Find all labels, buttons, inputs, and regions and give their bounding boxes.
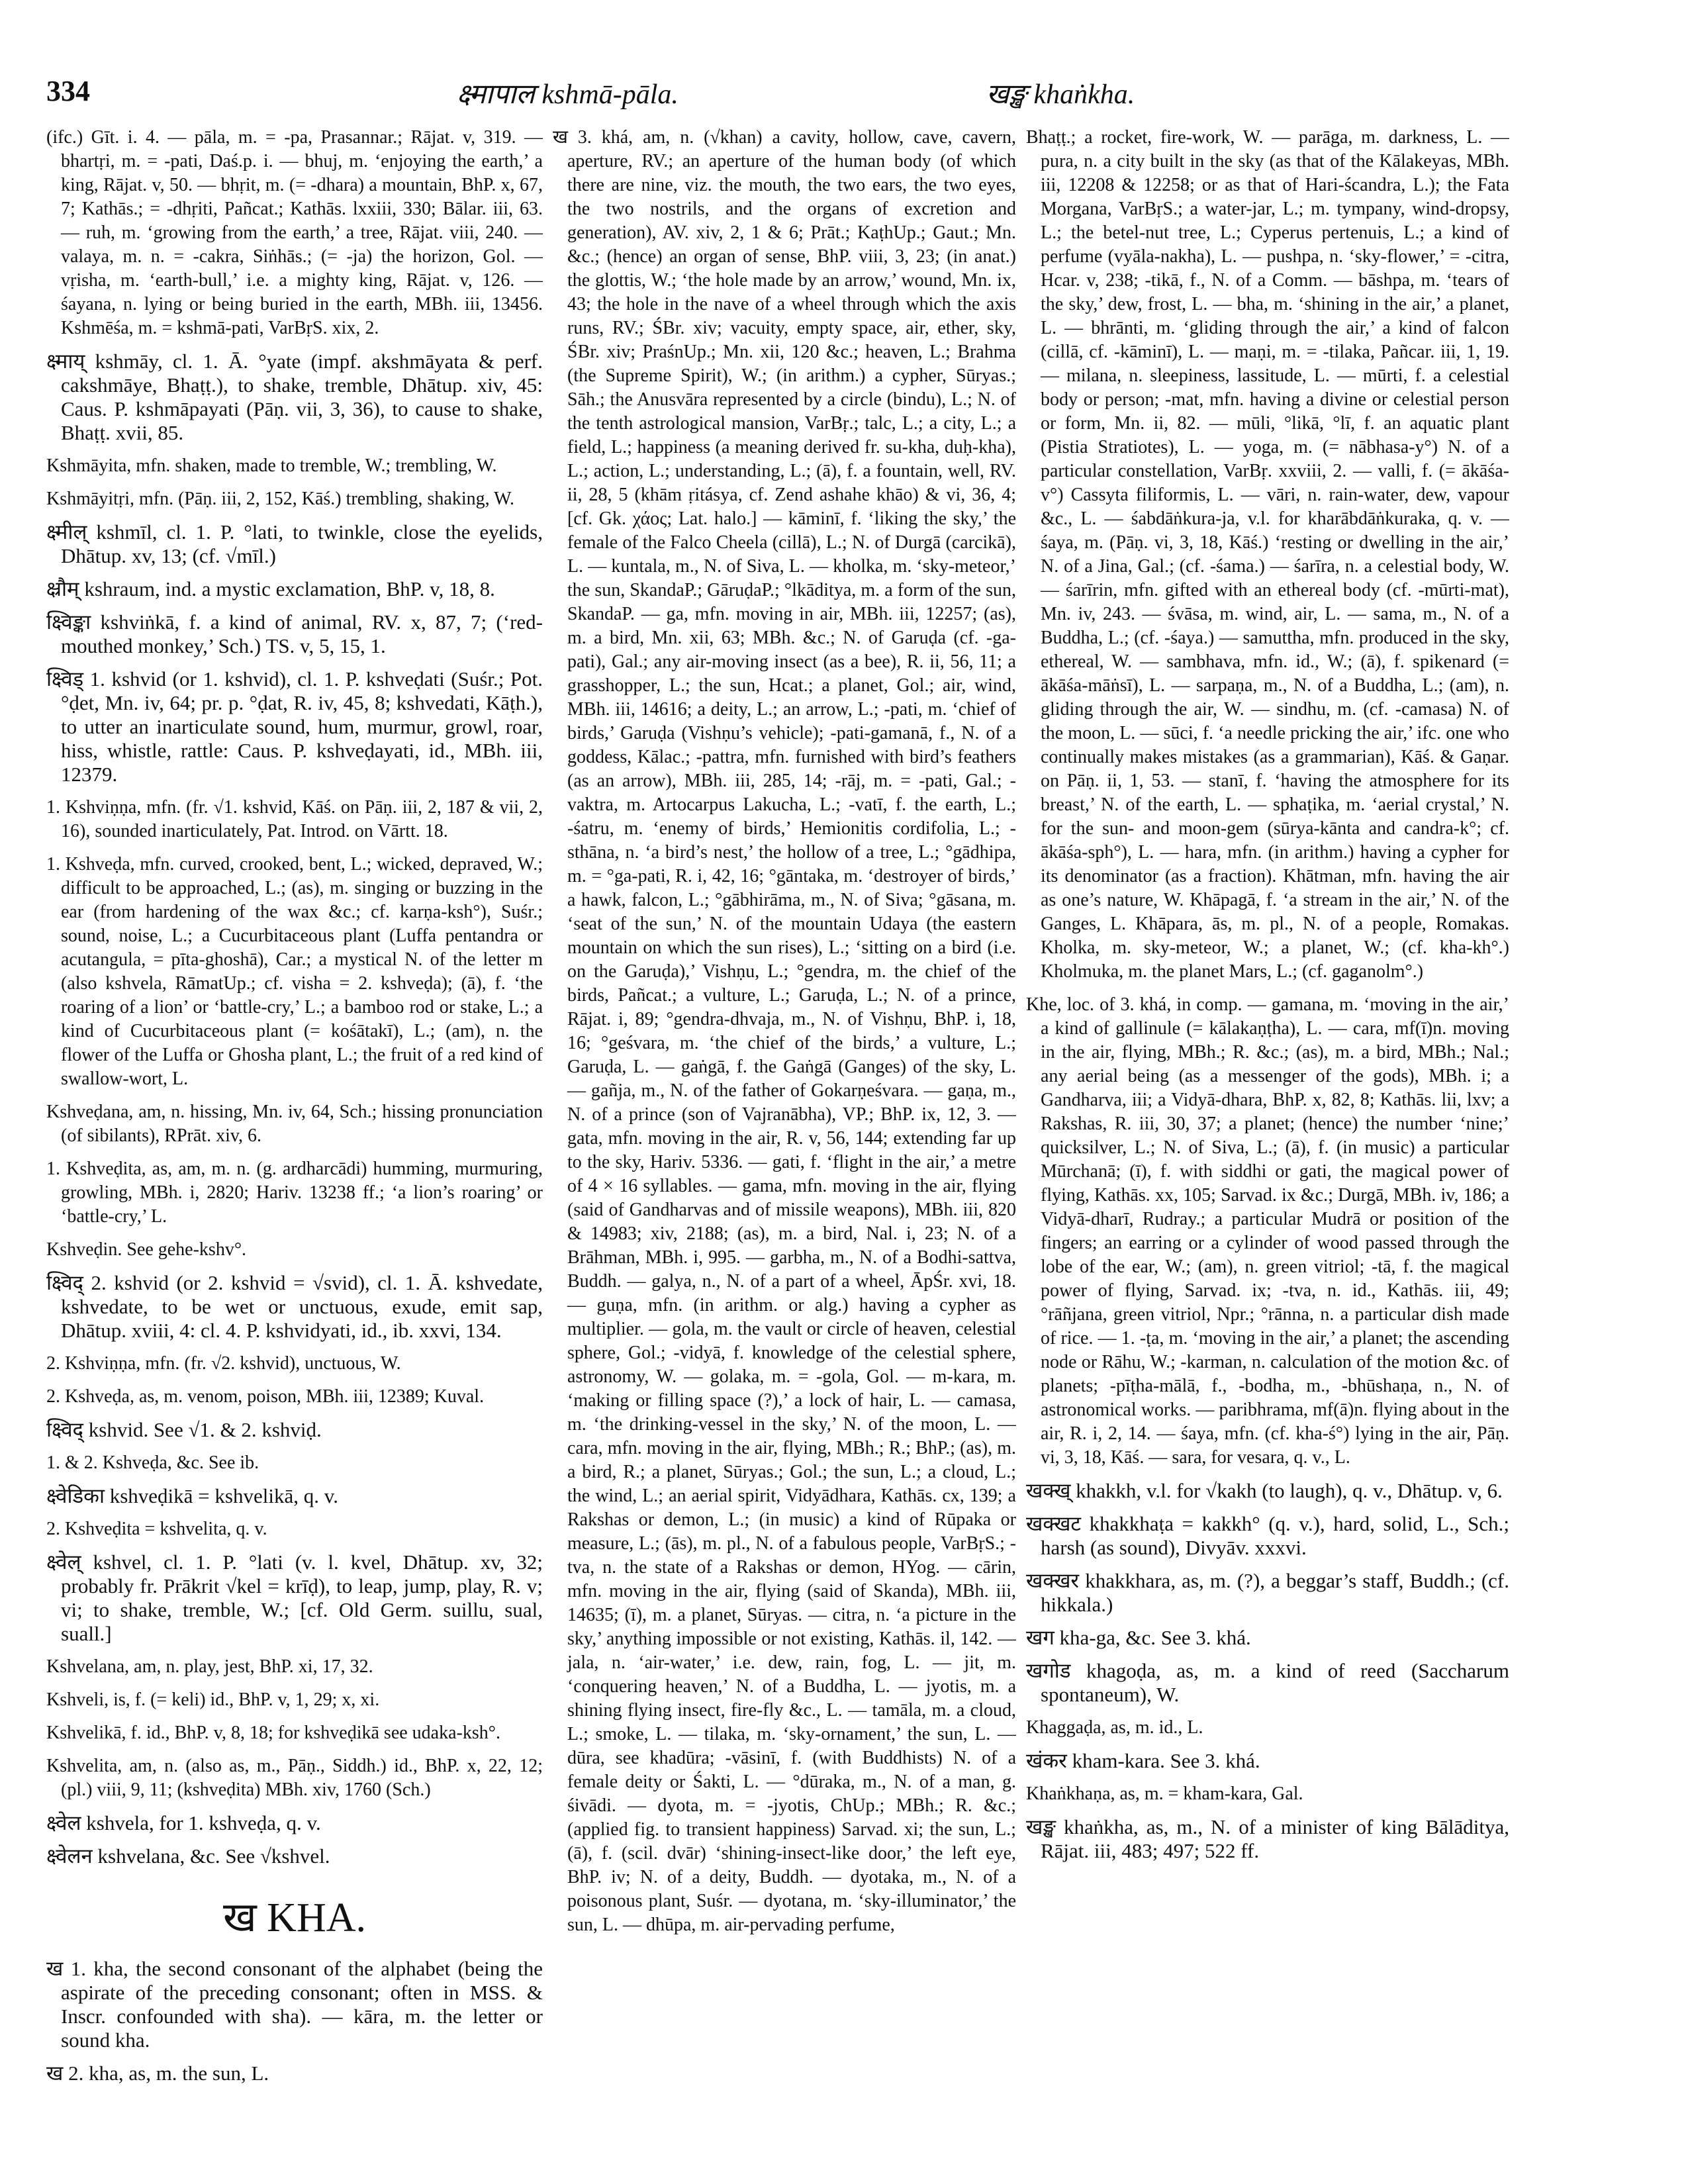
column-3 xyxy=(1026,126,1509,2145)
entry: खक्खट khakkhaṭa = kakkh° (q. v.), hard, solid, L., Sch.; harsh (as sound), Divyāv. xxxvi. xyxy=(1026,1512,1509,1559)
entry: 2. Kshveḍita = kshvelita, q. v. xyxy=(46,1519,267,1539)
entry: खगोड khagoḍa, as, m. a kind of reed (Saccharum spontaneum), W. xyxy=(1026,1659,1509,1706)
entry: Khe, loc. of 3. khá, in comp. — gamana, m. ‘moving in the air,’ a kind of gallinule (= kālakaṇṭha), L. — cara, mf(ī)n. moving in the air, flying, MBh.; R. &c.; (as), m. a bird, MBh.; Nal.; any aerial being (as a messenger of the gods), MBh. i; a Gandharva, iii; a Vidyā-dhara, BhP. x, 82, 8; Kathās. lii, lxv; a Rakshas, R. iii, 30, 37; a planet; (hence) the number ‘nine;’ quicksilver, L.; N. of Siva, L.; (ā), f. (in music) a particular Mūrchanā; (ī), f. with siddhi or gati, the magical power of flying, Kathās. xx, 105; Sarvad. ix &c.; Durgā, MBh. iv, 186; a Vidyā-dharī, Rudray.; a particular Mudrā or position of the fingers; an earring or a cylinder of wood passed through the lobe of the ear, W.; (am), n. green vitriol; -tā, f. the magical power of flying, Sarvad. ix; -tva, n. id., Kathās. iii, 49; °rāñjana, green vitriol, Npr.; °rānna, n. a particular dish made of rice. — 1. -ṭa, m. ‘moving in the air,’ a planet; the ascending node or Rāhu, W.; -karman, n. calculation of the motion &c. of planets; -pīṭha-mālā, f., -bodha, m., -bhūshaṇa, n., N. of astronomical works. — paribhrama, mf(ā)n. flying about in the air, R. i, 2, 14. — śaya, mfn. (cf. kha-ś°) lying in the air, Pāṇ. vi, 3, 18, Kāś. — sara, for vesara, q. v., L. xyxy=(1026,994,1509,1468)
entry: Khaggaḍa, as, m. id., L. xyxy=(1026,1717,1203,1738)
left-running-head: क्ष्मापाल kshmā-pāla. xyxy=(457,79,679,110)
entry: ख 1. kha, the second consonant of the alphabet (being the aspirate of the preceding consonant; often in MSS. & Inscr. confounded with sha). — kāra, m. the letter or sound kha. xyxy=(46,1957,543,2052)
entry: खंकर kham-kara. See 3. khá. xyxy=(1026,1749,1260,1772)
entry: 1. Kshviṇṇa, mfn. (fr. √1. kshvid, Kāś. on Pāṇ. iii, 2, 187 & vii, 2, 16), sounded inarticulately, Pat. Introd. on Vārtt. 18. xyxy=(46,797,543,841)
entry: क्ष्वेलन kshvelana, &c. See √kshvel. xyxy=(46,1844,330,1868)
entry: खग kha-ga, &c. See 3. khá. xyxy=(1026,1626,1251,1649)
entry: खङ्ख khaṅkha, as, m., N. of a minister of king Bālāditya, Rājat. iii, 483; 497; 522 ff. xyxy=(1026,1815,1509,1862)
entry: क्ष्विद् 2. kshvid (or 2. kshvid = √svid), cl. 1. Ā. kshvedate, kshvedate, to be wet or unctuous, exude, emit sap, Dhātup. xviii, 4: cl. 4. P. kshvidyati, id., ib. xxvi, 134. xyxy=(46,1271,543,1342)
entry: क्ष्वेल् kshvel, cl. 1. P. °lati (v. l. kvel, Dhātup. xv, 32; probably fr. Prākrit √kel = krīḍ), to leap, jump, play, R. v; vi; to shake, tremble, W.; [cf. Old Germ. suillu, sual, suall.] xyxy=(46,1550,543,1645)
entry: क्ष्मील् kshmīl, cl. 1. P. °lati, to twinkle, close the eyelids, Dhātup. xv, 13; (cf. √mīl.) xyxy=(46,520,543,567)
entry: Kshveḍin. See gehe-kshv°. xyxy=(46,1239,247,1260)
entry: क्ष्माय् kshmāy, cl. 1. Ā. °yate (impf. akshmāyata & perf. cakshmāye, Bhaṭṭ.), to shake, tremble, Dhātup. xiv, 45: Caus. P. kshmāpayati (Pāṇ. vii, 3, 36), to cause to shake, Bhaṭṭ. xvii, 85. xyxy=(46,350,543,444)
entry: खक्ख् khakkh, v.l. for √kakh (to laugh), q. v., Dhātup. v, 6. xyxy=(1026,1479,1503,1502)
column-2 xyxy=(553,126,1016,2145)
page-header xyxy=(46,74,1628,120)
entry: क्ष्विद् kshvid. See √1. & 2. kshviḍ. xyxy=(46,1418,322,1441)
section-heading: ख KHA. xyxy=(222,1895,367,1940)
entry: (ifc.) Gīt. i. 4. — pāla, m. = -pa, Prasannar.; Rājat. v, 319. — bhartṛi, m. = -pati, Daś.p. i. — bhuj, m. ‘enjoying the earth,’ a king, Rājat. v, 50. — bhṛit, m. (= -dhara) a mountain, BhP. x, 67, 7; Kathās.; = -dhṛiti, Pañcat.; Kathās. lxxiii, 330; Bālar. iii, 63. — ruh, m. ‘growing from the earth,’ a tree, Rājat. viii, 240. — valaya, m. n. = -cakra, Siṅhās.; (= -ja) the horizon, Gol. — vṛisha, m. ‘earth-bull,’ i.e. a mighty king, Rājat. v, 126. — śayana, n. lying or being buried in the earth, MBh. iii, 13456. Kshmēśa, m. = kshmā-pati, VarBṛS. xix, 2. xyxy=(46,127,543,338)
page-number: 334 xyxy=(46,75,90,107)
entry: 1. Kshveḍita, as, am, m. n. (g. ardharcādi) humming, murmuring, growling, MBh. i, 2820; Hariv. 13238 ff.; ‘a lion’s roaring’ or ‘battle-cry,’ L. xyxy=(46,1159,543,1227)
entry: Kshveli, is, f. (= keli) id., BhP. v, 1, 29; x, xi. xyxy=(46,1689,380,1710)
entry: क्ष्विड् 1. kshvid (or 1. kshvid), cl. 1. P. kshveḍati (Suśr.; Pot. °ḍet, Mn. iv, 64; pr. p. °ḍat, R. iv, 45, 8; kshvedati, Kāṭh.), to utter an inarticulate sound, hum, murmur, growl, roar, hiss, whistle, rattle: Caus. P. kshveḍayati, id., MBh. iii, 12379. xyxy=(46,667,543,786)
entry: 1. Kshveḍa, mfn. curved, crooked, bent, L.; wicked, depraved, W.; difficult to be approached, L.; (as), m. singing or buzzing in the ear (from hardening of the wax &c.; cf. karṇa-ksh°), Suśr.; sound, noise, L.; a Cucurbitaceous plant (Luffa pentandra or acutangula, = pīta-ghoshā), Car.; a mystical N. of the letter m (also kshvela, RāmatUp.; cf. visha = 2. kshveḍa); (ā), f. ‘the roaring of a lion’ or ‘battle-cry,’ L.; a bamboo rod or stake, L.; a kind of Cucurbitaceous plant (= kośātakī), L.; (am), n. the flower of the Luffa or Ghosha plant, L.; the fruit of a red kind of swallow-wort, L. xyxy=(46,854,543,1089)
entry: Kshvelikā, f. id., BhP. v, 8, 18; for kshveḍikā see udaka-ksh°. xyxy=(46,1723,500,1743)
entry: 1. & 2. Kshveḍa, &c. See ib. xyxy=(46,1452,259,1473)
entry: Kshvelita, am, n. (also as, m., Pāṇ., Siddh.) id., BhP. x, 22, 12; (pl.) viii, 9, 11; (kshveḍita) MBh. xiv, 1760 (Sch.) xyxy=(46,1756,543,1800)
entry: खक्खर khakkhara, as, m. (?), a beggar’s staff, Buddh.; (cf. hikkala.) xyxy=(1026,1569,1509,1616)
entry: Kshvelana, am, n. play, jest, BhP. xi, 17, 32. xyxy=(46,1656,373,1677)
column-1 xyxy=(46,126,543,2145)
right-running-head: खङ्ख khaṅkha. xyxy=(986,79,1135,110)
entry: Bhaṭṭ.; a rocket, fire-work, W. — parāga, m. darkness, L. — pura, n. a city built in the sky (as that of the Kālakeyas, MBh. iii, 12208 & 12258; or as that of Hari-ścandra, L.); the Fata Morgana, VarBṛS.; a water-jar, L.; m. tympany, wind-dropsy, L.; the betel-nut tree, L.; Cyperus pertenuis, L.; a kind of perfume (vyāla-nakha), L. — pushpa, n. ‘sky-flower,’ = -citra, Hcar. v, 238; -tikā, f., N. of a Comm. — bāshpa, m. ‘tears of the sky,’ dew, frost, L. — bha, m. ‘shining in the air,’ a planet, L. — bhrānti, m. ‘gliding through the air,’ a kind of falcon (cillā, cf. -kāminī), L. — maṇi, m. = -tilaka, Pañcar. iii, 1, 19. — milana, n. sleepiness, lassitude, L. — mūrti, f. a celestial body or person; -mat, mfn. having a divine or celestial person or form, Mn. ii, 82. — mūli, °likā, °lī, f. an aquatic plant (Pistia Stratiotes), L. — yoga, m. (= nābhasa-y°) N. of a particular constellation, VarBṛ. xxviii, 2. — valli, f. (= ākāśa-v°) Cassyta filiformis, L. — vāri, n. rain-water, dew, vapour &c., L. — śabdāṅkura-ja, v.l. for kharābdāṅkuraka, q. v. — śaya, m. (Pāṇ. vi, 3, 18, Kāś.) ‘resting or dwelling in the air,’ N. of a Jina, Gal.; (cf. -śama.) — śarīra, n. a celestial body, W. — śarīrin, mfn. gifted with an ethereal body (cf. -mūrti-mat), Mn. iv, 243. — śvāsa, m. wind, air, L. — sama, m., N. of a Buddha, L.; (cf. -śaya.) — samuttha, mfn. produced in the sky, ethereal, W. — sambhava, mfn. id., W.; (ā), f. spikenard (= ākāśa-māṅsī), L. — sarpaṇa, m., N. of a Buddha, L.; (am), n. gliding through the air, W. — sindhu, m. (cf. -camasa) N. of the moon, L. — sūci, f. ‘a needle pricking the air,’ ifc. one who continually makes mistakes (as a grammarian), Kāś. & Gaṇar. on Pāṇ. ii, 1, 53. — stanī, f. ‘having the atmosphere for its breast,’ N. of the earth, L. — sphaṭika, m. ‘aerial crystal,’ N. for the sun- and moon-gem (sūrya-kānta and candra-k°; cf. ākāśa-sph°), L. — hara, mfn. (in arithm.) having a cypher for its denominator (as a fraction). Khātman, mfn. having the air as one’s nature, W. Khāpagā, f. ‘a stream in the air,’ N. of the Ganges, L. Khāpara, ās, m. pl., N. of a people, Romakas. Kholka, m. sky-meteor, W.; a planet, W.; (cf. kha-kh°.) Kholmuka, m. the planet Mars, L.; (cf. gaganolm°.) xyxy=(1026,127,1509,982)
entry: Khaṅkhaṇa, as, m. = kham-kara, Gal. xyxy=(1026,1783,1303,1804)
entry: क्ष्वेडिका kshveḍikā = kshvelikā, q. v. xyxy=(46,1484,338,1507)
entry: ख 2. kha, as, m. the sun, L. xyxy=(46,2062,269,2085)
entry: Kshveḍana, am, n. hissing, Mn. iv, 64, Sch.; hissing pronunciation (of sibilants), RPrāt. xiv, 6. xyxy=(46,1102,543,1146)
entry: Kshmāyita, mfn. shaken, made to tremble, W.; trembling, W. xyxy=(46,455,497,476)
entry: क्ष्विङ्का kshviṅkā, f. a kind of animal, RV. x, 87, 7; (‘red-mouthed monkey,’ Sch.) TS. v, 5, 15, 1. xyxy=(46,610,543,657)
entry: Kshmāyitṛi, mfn. (Pāṇ. iii, 2, 152, Kāś.) trembling, shaking, W. xyxy=(46,489,514,509)
entry: ख 3. khá, am, n. (√khan) a cavity, hollow, cave, cavern, aperture, RV.; an aperture of the human body (of which there are nine, viz. the mouth, the two ears, the two eyes, the two nostrils, and the organs of excretion and generation), AV. xiv, 2, 1 & 6; Prāt.; KaṭhUp.; Gaut.; Mn. &c.; (hence) an organ of sense, BhP. viii, 3, 23; (in anat.) the glottis, W.; ‘the hole made by an arrow,’ wound, Mn. ix, 43; the hole in the nave of a wheel through which the axis runs, RV.; ŚBr. xiv; vacuity, empty space, air, ether, sky, ŚBr. xiv; PraśnUp.; Mn. xii, 120 &c.; heaven, L.; Brahma (the Supreme Spirit), W.; (in arithm.) a cypher, Sūryas.; Sāh.; the Anusvāra represented by a circle (bindu), L.; N. of the tenth astrological mansion, VarBṛ.; talc, L.; a city, L.; a field, L.; happiness (a meaning derived fr. su-kha, duḥ-kha), L.; action, L.; understanding, L.; (ā), f. a fountain, well, RV. ii, 28, 5 (khām ṛitásya, cf. Zend ashahe khāo) & vi, 36, 4; [cf. Gk. χάος; Lat. halo.] — kāminī, f. ‘liking the sky,’ the female of the Falco Cheela (cillā), L.; N. of Durgā (carcikā), L. — kuntala, m., N. of Siva, L. — kholka, m. ‘sky-meteor,’ the sun, SkandaP.; GāruḍaP.; °lkāditya, m. a form of the sun, SkandaP. — ga, mfn. moving in air, MBh. iii, 12257; (as), m. a bird, Mn. xii, 63; MBh. &c.; N. of Garuḍa (cf. -ga-pati), Gal.; any air-moving insect (as a bee), R. ii, 56, 11; a grasshopper, L.; the sun, Hcat.; a planet, Gol.; air, wind, MBh. iii, 14616; a deity, L.; an arrow, L.; -pati, m. ‘chief of birds,’ Garuḍa (Vishṇu’s vehicle); -pati-gamanā, f., N. of a goddess, Kālac.; -pattra, mfn. furnished with bird’s feathers (as an arrow), MBh. iii, 285, 14; -rāj, m. = -pati, Gal.; -vaktra, m. Artocarpus Lakucha, L.; -vatī, f. the earth, L.; -śatru, m. ‘enemy of birds,’ Hemionitis cordifolia, L.; -sthāna, n. ‘a bird’s nest,’ the hollow of a tree, L.; °gādhipa, m. = °ga-pati, R. i, 42, 16; °gāntaka, m. ‘destroyer of birds,’ a hawk, falcon, L.; °gābhirāma, m., N. of Siva; °gāsana, m. ‘seat of the sun,’ N. of the mountain Udaya (the eastern mountain on which the sun rises), L.; ‘sitting on a bird (i.e. on the Garuḍa),’ Vishṇu, L.; °gendra, m. the chief of the birds, Pañcat.; a vulture, L.; Garuḍa, L.; N. of a prince, Rājat. i, 89; °gendra-dhvaja, m., N. of Vishṇu, BhP. i, 18, 16; °geśvara, m. ‘the chief of the birds,’ a vulture, L.; Garuḍa, L. — gaṅgā, f. the Gaṅgā (Ganges) of the sky, L. — gañja, m., N. of the father of Gokarṇeśvara. — gaṇa, m., N. of a prince (son of Vajranābha), VP.; BhP. ix, 12, 3. — gata, mfn. moving in the air, R. v, 56, 144; extending far up to the sky, Hariv. 5336. — gati, f. ‘flight in the air,’ a metre of 4 × 16 syllables. — gama, mfn. moving in the air, flying (said of Gandharvas and of missile weapons), MBh. iii, 820 & 14983; xiv, 2188; (as), m. a bird, Nal. i, 23; N. of a Brāhman, MBh. i, 995. — garbha, m., N. of a Bodhi-sattva, Buddh. — galya, n., N. of a part of a wheel, ĀpŚr. xvi, 18. — guṇa, mfn. (in arithm. or alg.) having a cypher as multiplier. — gola, m. the vault or circle of heaven, celestial sphere, Gol.; -vidyā, f. knowledge of the celestial sphere, astronomy, W. — golaka, m. = -gola, Gol. — m-kara, m. ‘making or filling space (?),’ a lock of hair, L. — camasa, m. ‘the drinking-vessel in the sky,’ N. of the moon, L. — cara, mfn. moving in the air, flying, MBh.; R.; BhP.; (as), m. a bird, R.; a planet, Sūryas.; Gol.; the sun, L.; a cloud, L.; the wind, L.; an aerial spirit, Vidyādhara, Kathās. cx, 139; a Rakshas or demon, L.; (in music) a kind of Rūpaka or measure, L.; (ās), m. pl., N. of a fabulous people, VarBṛS.; -tva, n. the state of a Rakshas or demon, HYog. — cārin, mfn. moving in the air, flying (said of Skanda), MBh. iii, 14635; (ī), m. a planet, Sūryas. — citra, n. ‘a picture in the sky,’ anything impossible or not existing, Kathās. il, 142. — jala, n. ‘air-water,’ i.e. dew, rain, fog, L. — jit, m. ‘conquering heaven,’ N. of a Buddha, L. — jyotis, m. a shining flying insect, fire-fly &c., L. — tamāla, m. a cloud, L.; smoke, L. — tilaka, m. ‘sky-ornament,’ the sun, L. — dūra, see khadūra; -vāsinī, f. (with Buddhists) N. of a female deity or Śakti, L. — °dūraka, m., N. of a man, g. śivādi. — dyota, m. = -jyotis, ChUp.; MBh.; R. &c.; (applied fig. to transient happiness) Sarvad. xi; the sun, L.; (ā), f. (scil. dvār) ‘shining-insect-like door,’ the left eye, BhP. iv; N. of a deity, Buddh. — dyotaka, m., N. of a poisonous plant, Suśr. — dyotana, m. ‘sky-illuminator,’ the sun, L. — dhūpa, m. air-pervading perfume, xyxy=(553,127,1016,1935)
entry: 2. Kshveḍa, as, m. venom, poison, MBh. iii, 12389; Kuval. xyxy=(46,1386,485,1407)
entry: क्ष्रौम् kshraum, ind. a mystic exclamation, BhP. v, 18, 8. xyxy=(46,577,495,600)
entry: क्ष्वेल kshvela, for 1. kshveḍa, q. v. xyxy=(46,1811,321,1834)
entry: 2. Kshviṇṇa, mfn. (fr. √2. kshvid), unctuous, W. xyxy=(46,1353,401,1374)
